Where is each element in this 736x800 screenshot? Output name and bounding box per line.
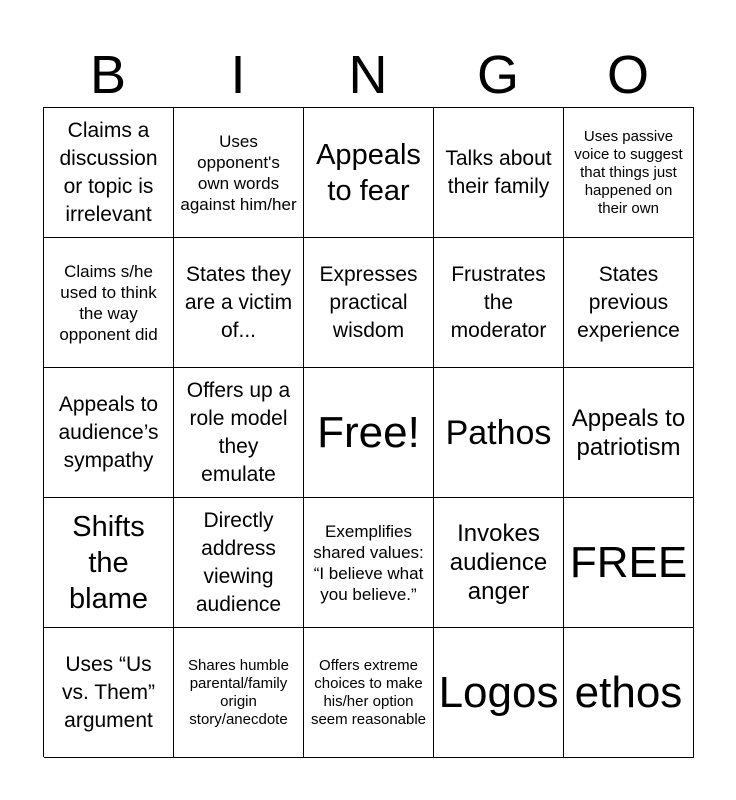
free-space bbox=[564, 498, 694, 628]
cell-text: Offers up a role model they emulate bbox=[186, 378, 291, 486]
cell-text: Directly address viewing audience bbox=[195, 508, 282, 616]
cell-text: Uses opponent's own words against him/her bbox=[180, 131, 297, 214]
bingo-cell bbox=[304, 238, 434, 368]
header-letter-n: N bbox=[348, 45, 388, 105]
cell-text: Free! bbox=[317, 407, 420, 457]
cell-text: Logos bbox=[438, 667, 559, 717]
cell-text: Appeals to audience’s sympathy bbox=[58, 392, 159, 472]
cell-text: Appeals to patriotism bbox=[571, 404, 686, 461]
cell-text: Uses passive voice to suggest that things just happened on their own bbox=[574, 127, 683, 217]
cell-text: Appeals to fear bbox=[316, 138, 421, 207]
cell-text: FREE bbox=[569, 537, 688, 587]
cell-text: Offers extreme choices to make his/her option seem reasonable bbox=[310, 656, 427, 728]
cell-text: ethos bbox=[574, 667, 683, 717]
free-space bbox=[304, 368, 434, 498]
bingo-cell bbox=[174, 108, 304, 238]
bingo-cell bbox=[434, 238, 564, 368]
header-letter-o: O bbox=[606, 45, 649, 105]
header-letter-g: G bbox=[476, 45, 519, 105]
bingo-cell bbox=[434, 498, 564, 628]
bingo-cell bbox=[564, 368, 694, 498]
bingo-cell bbox=[174, 238, 304, 368]
cell-text: Claims s/he used to think the way opponent did bbox=[59, 261, 158, 344]
bingo-cell bbox=[564, 108, 694, 238]
bingo-header bbox=[43, 44, 693, 106]
cell-text: Claims a discussion or topic is irrelevant bbox=[59, 118, 158, 226]
cell-text: Exemplifies shared values: “I believe what you believe.” bbox=[313, 521, 424, 604]
cell-text: Shares humble parental/family origin story/anecdote bbox=[188, 656, 289, 728]
bingo-cell bbox=[304, 108, 434, 238]
cell-text: Pathos bbox=[445, 413, 552, 452]
bingo-cell bbox=[44, 368, 174, 498]
cell-text: Frustrates the moderator bbox=[450, 262, 547, 342]
bingo-cell bbox=[304, 498, 434, 628]
bingo-cell bbox=[434, 108, 564, 238]
bingo-cell bbox=[174, 498, 304, 628]
bingo-cell bbox=[304, 628, 434, 758]
bingo-cell bbox=[434, 368, 564, 498]
cell-text: States previous experience bbox=[577, 262, 680, 342]
cell-text: Invokes audience anger bbox=[449, 520, 548, 605]
cell-text: Shifts the blame bbox=[69, 510, 148, 615]
bingo-cell bbox=[44, 108, 174, 238]
cell-text: Expresses practical wisdom bbox=[319, 262, 418, 342]
cell-text: Talks about their family bbox=[445, 146, 552, 198]
bingo-cell bbox=[174, 628, 304, 758]
bingo-card bbox=[43, 107, 694, 757]
bingo-cell bbox=[44, 238, 174, 368]
bingo-cell bbox=[564, 238, 694, 368]
header-letter-i: I bbox=[230, 45, 246, 105]
cell-text: Uses “Us vs. Them” argument bbox=[62, 652, 155, 732]
cell-text: States they are a victim of... bbox=[184, 262, 293, 342]
bingo-cell bbox=[174, 368, 304, 498]
bingo-cell bbox=[564, 628, 694, 758]
bingo-cell bbox=[44, 498, 174, 628]
bingo-cell bbox=[434, 628, 564, 758]
header-letter-b: B bbox=[89, 45, 127, 105]
bingo-cell bbox=[44, 628, 174, 758]
